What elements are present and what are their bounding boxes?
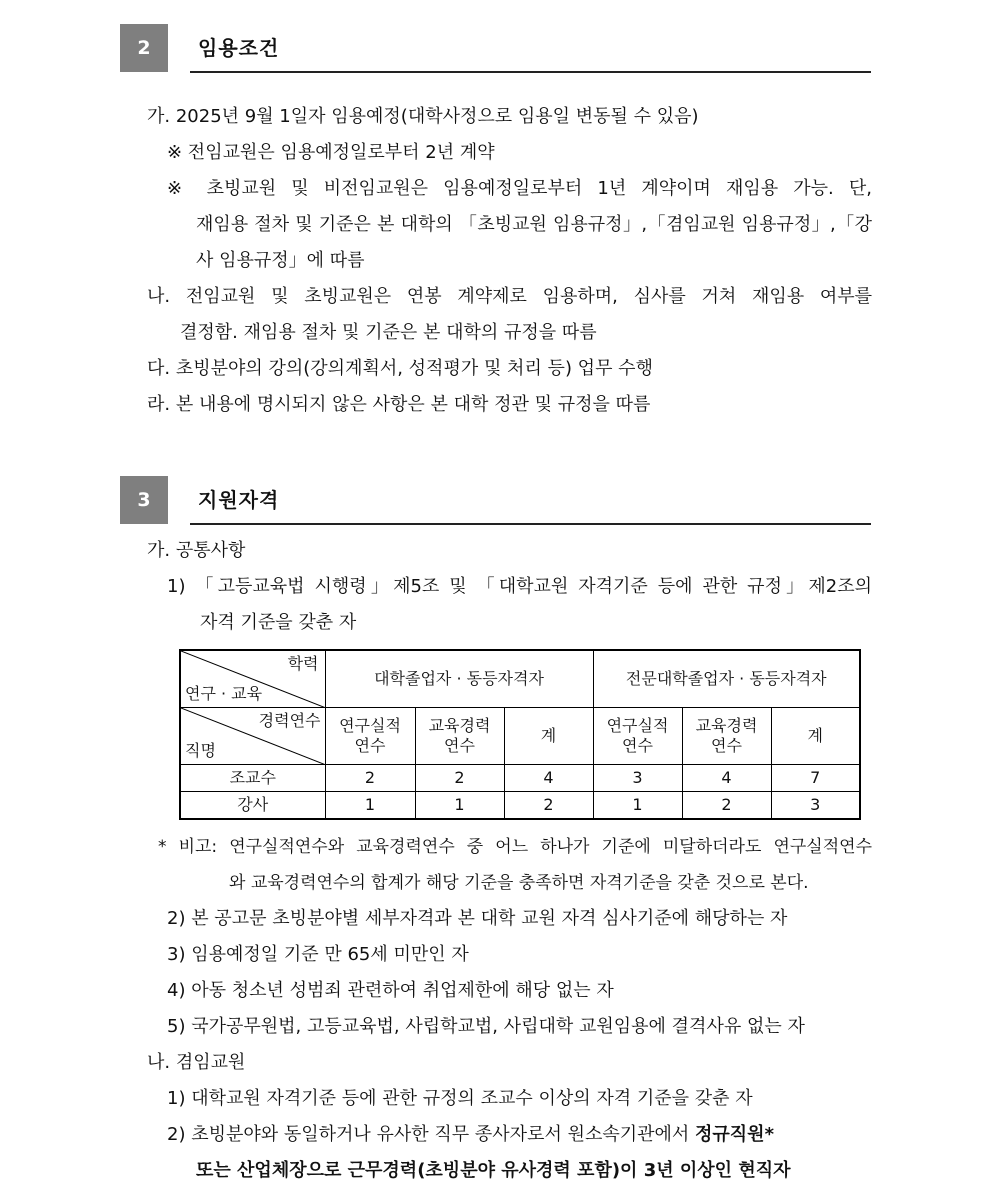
sub-header-research-line2: 연수 (354, 736, 386, 755)
section-3-rule (190, 523, 871, 525)
section-2-title: 임용조건 (198, 36, 280, 60)
sub-header-research-line1: 연구실적 (606, 716, 669, 735)
s2-item-ra: 라. 본 내용에 명시되지 않은 사항은 본 대학 정관 및 규정을 따름 (147, 394, 651, 415)
qualification-table (179, 649, 861, 820)
sub-header-teaching-line1: 교육경력 (695, 716, 758, 735)
s3-na-item-1: 1) 대학교원 자격기준 등에 관한 규정의 조교수 이상의 자격 기준을 갖춘 자 (167, 1088, 753, 1109)
sub-header-teaching (415, 708, 504, 765)
sub-header-research (325, 708, 415, 765)
sub-header-research-line2: 연수 (622, 736, 653, 755)
section-3-number: 3 (120, 476, 168, 524)
s3-item-1: 1) 「고등교육법 시행령」제5조 및 「대학교원 자격기준 등에 관한 규정」제2조의 (167, 576, 872, 597)
corner-top-right-label: 학력 (287, 654, 319, 673)
section-2-rule (190, 71, 871, 73)
s3-item-5: 5) 국가공무원법, 고등교육법, 사립학교법, 사립대학 교원임용에 결격사유 없는 자 (167, 1016, 805, 1037)
s2-item-ga: 가. 2025년 9월 1일자 임용예정(대학사정으로 임용일 변동될 수 있음) (147, 106, 699, 127)
table-cell: 7 (771, 765, 860, 792)
table-cell: 3 (593, 765, 682, 792)
table-cell: 2 (504, 792, 593, 819)
group-header-university: 대학졸업자 · 동등자격자 (325, 650, 593, 708)
s3-item-2: 2) 본 공고문 초빙분야별 세부자격과 본 대학 교원 자격 심사기준에 해당하는 자 (167, 908, 788, 929)
sub-header-total: 계 (504, 708, 593, 765)
s2-item-na-cont: 결정함. 재임용 절차 및 기준은 본 대학의 규정을 따름 (180, 322, 597, 343)
corner-bottom-cell (180, 708, 325, 765)
s3-item-4: 4) 아동 청소년 성범죄 관련하여 취업제한에 해당 없는 자 (167, 980, 614, 1001)
section-3-header (120, 476, 871, 526)
s3-na: 나. 겸임교원 (147, 1052, 246, 1073)
section-2-number: 2 (120, 24, 168, 72)
sub-header-teaching-line2: 연수 (711, 736, 742, 755)
table-cell: 1 (593, 792, 682, 819)
s3-na-item-2-cont: 또는 산업체장으로 근무경력(초빙분야 유사경력 포함)이 3년 이상인 현직자 (196, 1160, 791, 1181)
s2-item-na: 나. 전임교원 및 초빙교원은 연봉 계약제로 임용하며, 심사를 거쳐 재임용 여부를 (147, 286, 872, 307)
table-cell: 4 (504, 765, 593, 792)
sub-header-teaching (682, 708, 771, 765)
table-row (180, 765, 860, 792)
section-2-header (120, 24, 871, 74)
table-cell: 3 (771, 792, 860, 819)
sub-header-research-line1: 연구실적 (339, 716, 401, 735)
s3-item-3: 3) 임용예정일 기준 만 65세 미만인 자 (167, 944, 469, 965)
corner-bottom-right-label: 경력연수 (258, 711, 321, 730)
table-cell: 1 (325, 792, 415, 819)
corner-top-left-label: 연구 · 교육 (185, 684, 263, 703)
table-cell: 1 (415, 792, 504, 819)
corner-top-cell (180, 650, 325, 708)
s2-note-2-cont: 재임용 절차 및 기준은 본 대학의 「초빙교원 임용규정」,「겸임교원 임용규정」,「강 (196, 214, 872, 235)
s3-na-item-2 (167, 1124, 774, 1146)
s3-na-item-2-bold: 정규직원* (695, 1124, 774, 1145)
s3-na-item-2-text: 2) 초빙분야와 동일하거나 유사한 직무 종사자로서 원소속기관에서 (167, 1124, 690, 1145)
s3-note-1: * 비고: 연구실적연수와 교육경력연수 중 어느 하나가 기준에 미달하더라도 연구실적연수 (158, 837, 872, 857)
s2-note-2: ※ 초빙교원 및 비전임교원은 임용예정일로부터 1년 계약이며 재임용 가능. 단, (167, 178, 872, 199)
table-cell: 2 (682, 792, 771, 819)
s2-note-1: ※ 전임교원은 임용예정일로부터 2년 계약 (167, 142, 495, 163)
row-title: 조교수 (180, 765, 325, 792)
sub-header-total: 계 (771, 708, 860, 765)
s3-ga: 가. 공통사항 (147, 540, 246, 561)
table-cell: 2 (415, 765, 504, 792)
section-3-title: 지원자격 (198, 488, 280, 512)
s3-note-2: 와 교육경력연수의 합계가 해당 기준을 충족하면 자격기준을 갖춘 것으로 본다. (229, 873, 809, 893)
s2-item-da: 다. 초빙분야의 강의(강의계획서, 성적평가 및 처리 등) 업무 수행 (147, 358, 653, 379)
table-cell: 2 (325, 765, 415, 792)
s3-item-1-cont: 자격 기준을 갖춘 자 (200, 612, 357, 633)
sub-header-research (593, 708, 682, 765)
sub-header-teaching-line2: 연수 (444, 736, 475, 755)
group-header-college: 전문대학졸업자 · 동등자격자 (593, 650, 860, 708)
sub-header-teaching-line1: 교육경력 (428, 716, 491, 735)
row-title: 강사 (180, 792, 325, 819)
corner-bottom-left-label: 직명 (185, 741, 216, 760)
s2-note-2-end: 사 임용규정」에 따름 (196, 250, 365, 271)
table-cell: 4 (682, 765, 771, 792)
table-row (180, 792, 860, 819)
